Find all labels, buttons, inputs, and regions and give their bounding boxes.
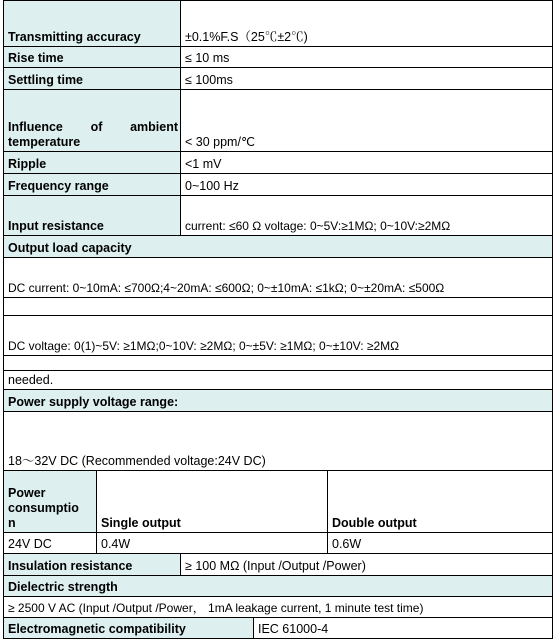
label-input-resistance: Input resistance [4, 196, 181, 235]
value-emc: IEC 61000-4 [254, 618, 552, 638]
label-ripple: Ripple [4, 152, 181, 173]
value-frequency-range: 0~100 Hz [181, 174, 552, 195]
row-dc-voltage [3, 316, 553, 356]
label-dielectric-strength: Dielectric strength [4, 576, 552, 596]
row-output-load-heading [3, 236, 553, 258]
row-frequency-range [3, 174, 553, 196]
label-ambient-line1: Influence of ambient [8, 120, 178, 134]
row-blank-2 [3, 356, 553, 371]
value-transmitting-accuracy: ±0.1%F.S（25℃±2℃) [181, 1, 552, 46]
row-ripple [3, 152, 553, 174]
row-ambient-temperature [3, 90, 553, 152]
row-power-supply-heading [3, 390, 553, 412]
row-input-resistance [3, 196, 553, 236]
value-settling-time: ≤ 100ms [181, 68, 552, 89]
row-dielectric-value [3, 597, 553, 618]
value-dc-voltage: DC voltage: 0(1)~5V: ≥1MΩ;0~10V: ≥2MΩ; 0~±5V: ≥1MΩ; 0~±10V: ≥2MΩ [4, 316, 552, 355]
label-settling-time: Settling time [4, 68, 181, 89]
label-power-supply: Power supply voltage range: [4, 390, 552, 411]
header-double-output: Double output [328, 471, 552, 532]
label-pc-line1: Power [8, 486, 46, 500]
row-transmitting-accuracy [3, 0, 553, 47]
row-power-supply-value [3, 412, 553, 471]
label-rise-time: Rise time [4, 47, 181, 67]
value-insulation-resistance: ≥ 100 MΩ (Input /Output /Power) [181, 554, 552, 575]
value-single-output: 0.4W [97, 533, 328, 553]
row-dielectric-heading [3, 576, 553, 597]
header-single-output: Single output [97, 471, 328, 532]
spec-table [3, 0, 553, 640]
label-pc-line3: n [8, 516, 16, 530]
label-power-consumption [4, 471, 97, 532]
label-24v-dc: 24V DC [4, 533, 97, 553]
row-power-consumption-values [3, 533, 553, 554]
value-ripple: <1 mV [181, 152, 552, 173]
blank-cell [4, 356, 552, 370]
row-needed [3, 371, 553, 390]
label-transmitting-accuracy: Transmitting accuracy [4, 1, 181, 46]
label-frequency-range: Frequency range [4, 174, 181, 195]
value-input-resistance: current: ≤60 Ω voltage: 0~5V:≥1MΩ; 0~10V:≥2MΩ [181, 196, 552, 235]
blank-cell [4, 298, 552, 315]
row-insulation-resistance [3, 554, 553, 576]
row-settling-time [3, 68, 553, 90]
label-pc-line2: consumptio [8, 501, 79, 515]
value-power-supply: 18～32V DC (Recommended voltage:24V DC) [4, 412, 552, 470]
row-blank-1 [3, 298, 553, 316]
value-needed: needed. [4, 371, 552, 389]
value-dc-current: DC current: 0~10mA: ≤700Ω;4~20mA: ≤600Ω; 0~±10mA: ≤1kΩ; 0~±20mA: ≤500Ω [4, 258, 552, 297]
row-rise-time [3, 47, 553, 68]
value-rise-time: ≤ 10 ms [181, 47, 552, 67]
label-insulation-resistance: Insulation resistance [4, 554, 181, 575]
label-output-load: Output load capacity [4, 236, 552, 257]
row-power-consumption-header [3, 471, 553, 533]
row-emc [3, 618, 553, 639]
value-double-output: 0.6W [328, 533, 552, 553]
value-dielectric-strength: ≥ 2500 V AC (Input /Output /Power， 1mA leakage current, 1 minute test time) [4, 597, 552, 617]
label-emc: Electromagnetic compatibility [4, 618, 254, 638]
value-ambient-temperature: < 30 ppm/℃ [181, 90, 552, 151]
row-dc-current [3, 258, 553, 298]
label-ambient-temperature [4, 90, 181, 151]
label-ambient-line2: temperature [8, 135, 81, 149]
